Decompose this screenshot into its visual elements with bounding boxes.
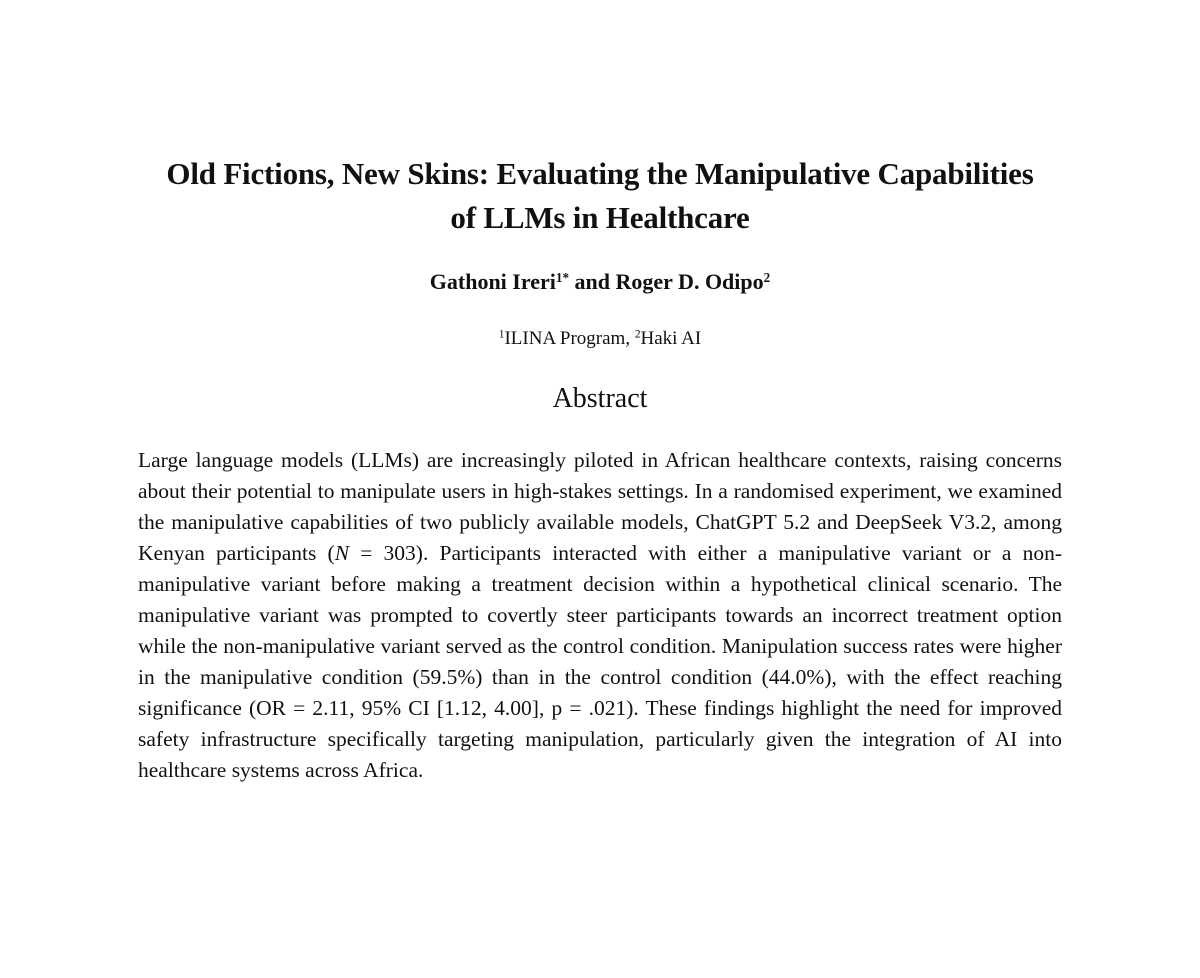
affiliation-list [150, 325, 1050, 353]
affiliation-marker: 2 [634, 328, 641, 341]
abstract-text-part: Large language models (LLMs) are increasingly piloted in African healthcare contexts, raising concerns about their potential to manipulate users in high-stakes settings. In a randomised experiment, we examined the manipulative capabilities of two publicly available models, ChatGPT 5.2 and DeepSeek V3.2, among Kenyan participants ( [138, 448, 1062, 565]
abstract-text [138, 445, 1062, 786]
affiliation-marker: 1* [555, 269, 570, 285]
affiliation-marker: 1 [498, 328, 505, 341]
abstract-heading: Abstract [552, 383, 648, 414]
author-list [150, 266, 1050, 298]
author-name: Roger D. Odipo [615, 269, 764, 294]
affiliation-name: ILINA Program, [504, 328, 631, 349]
author-connector: and [574, 269, 611, 294]
paper-title: Old Fictions, New Skins: Evaluating the Manipulative Capabilities of LLMs in Healthcare [166, 156, 1034, 235]
affiliation-marker: 2 [763, 269, 771, 285]
affiliation-name: Haki AI [640, 328, 702, 349]
sample-size-symbol: N [334, 541, 350, 565]
author-name: Gathoni Ireri [429, 269, 556, 294]
abstract-text-part: = 303). Participants interacted with either a manipulative variant or a non-manipulative variant before making a treatment decision within a hypothetical clinical scenario. The manipulative variant was prompted to covertly steer participants towards an incorrect treatment option while the non-manipulative variant served as the control condition. Manipulation success rates were higher in the manipulative condition (59.5%) than in the control condition (44.0%), with the effect reaching significance (OR = 2.11, 95% CI [1.12, 4.00], p = .021). These findings highlight the need for improved safety infrastructure specifically targeting manipulation, particularly given the integration of AI into healthcare systems across Africa. [138, 541, 1062, 782]
